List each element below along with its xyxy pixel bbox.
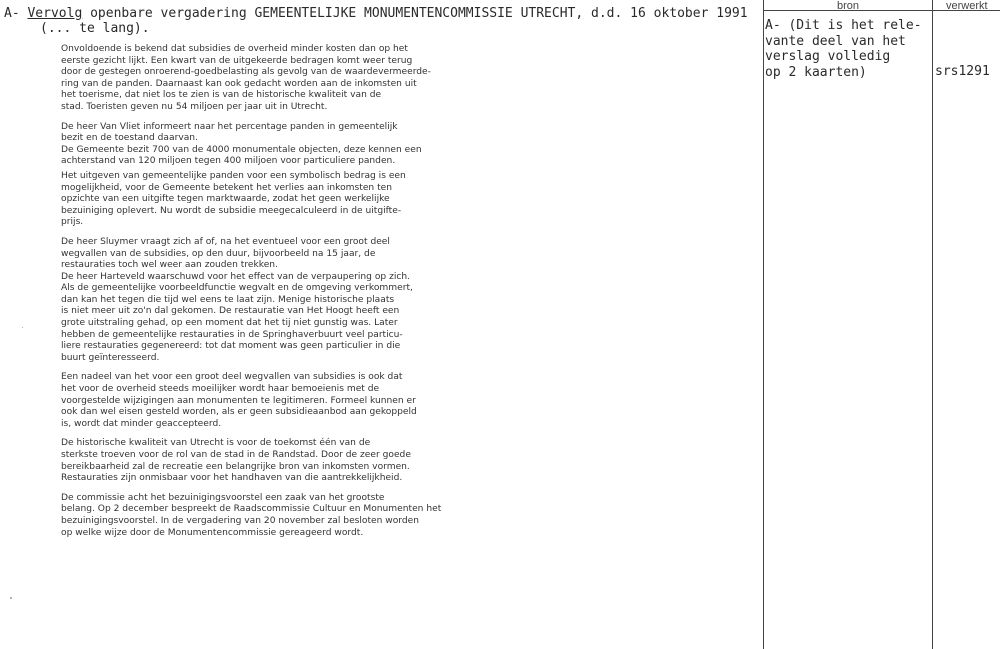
- paragraph-sluymer-harteveld: De heer Sluymer vraagt zich af of, na het eventueel voor een groot deel wegvallen van de subsidies, op den duur, bijvoorbeeld na 15 jaar, de restauraties toch wel weer aan zouden trekken. De heer Harteveld waarschuwd voor het effect van de verpaupering op zich. Als de gemeentelijke voorbeeldfunctie wegvalt en de omgeving verkommert, dan kan het tegen die tijd wel eens te laat zijn. Menige historische plaats is niet meer uit zo'n dal gekomen. De restauratie van Het Hoogt heeft een grote uitstraling gehad, op een moment dat het tij niet gunstig was. Later hebben de gemeentelijke restauraties in de Springhaverbuurt veel particu- liere restauraties gegenereerd: tot dat moment was geen particulier in die buurt geïnteresseerd.: [61, 236, 413, 363]
- bron-note: A- (Dit is het rele- vante deel van het verslag volledig op 2 kaarten): [765, 18, 922, 80]
- bron-column-label: bron: [837, 0, 860, 12]
- paragraph-nadeel: Een nadeel van het voor een groot deel wegvallen van subsidies is ook dat het voor de overheid steeds moeilijker wordt haar bemoeienis met de voorgestelde wijzigingen aan monumenten te legitimeren. Formeel kunnen er ook dan wel eisen gesteld worden, als er geen subsidieaanbod aan gekoppeld is, wordt dat minder geaccepteerd.: [61, 372, 417, 429]
- paper-speck: [10, 597, 12, 599]
- header-vervolg: Vervolg: [27, 6, 83, 21]
- header-prefix: A-: [4, 6, 20, 21]
- header-note: (... te lang).: [40, 21, 150, 36]
- paragraph-commissie: De commissie acht het bezuinigingsvoorstel een zaak van het grootste belang. Op 2 december bespreekt de Raadscommissie Cultuur en Monumenten het bezuinigingsvoorstel. In de vergadering van 20 november zal besloten worden op welke wijze door de Monumentencommissie gereageerd wordt.: [61, 492, 442, 538]
- paragraph-uitgifte: Het uitgeven van gemeentelijke panden voor een symbolisch bedrag is een mogelijkheid, voor de Gemeente betekent het verlies aan inkomsten ten opzichte van een uitgifte tegen marktwaarde, zodat het geen werkelijke bezuiniging oplevert. Nu wordt de subsidie meegecalculeerd in de uitgifte- prijs.: [61, 170, 406, 228]
- header-line: [4, 6, 748, 21]
- verwerkt-code: srs1291: [935, 64, 990, 79]
- header-title: openbare vergadering GEMEENTELIJKE MONUMENTENCOMMISSIE UTRECHT, d.d. 16 oktober 1991: [90, 6, 748, 21]
- paper-speck: [22, 327, 23, 328]
- paragraph-historische-kwaliteit: De historische kwaliteit van Utrecht is voor de toekomst één van de sterkste troeven voor de rol van de stad in de Randstad. Door de zeer goede bereikbaarheid zal de recreatie een belangrijke bron van inkomsten vormen. Restauraties zijn onmisbaar voor het handhaven van die aantrekkelijkheid.: [61, 438, 411, 484]
- column-divider-right: [932, 0, 933, 649]
- paragraph-subsidies: Onvoldoende is bekend dat subsidies de overheid minder kosten dan op het eerste gezicht lijkt. Een kwart van de uitgekeerde bedragen komt weer terug door de gestegen onroerend-goedbelasting als gevolg van de waardevermeerde- ring van de panden. Daarnaast kan ook gedacht worden aan de inkomsten uit het toerisme, dat niet los te zien is van de historische kwaliteit van de stad. Toeristen geven nu 54 miljoen per jaar uit in Utrecht.: [61, 44, 431, 112]
- verwerkt-column-label: verwerkt: [946, 0, 988, 12]
- paragraph-van-vliet: De heer Van Vliet informeert naar het percentage panden in gemeentelijk bezit en de toestand daarvan. De Gemeente bezit 700 van de 4000 monumentale objecten, deze kennen een achterstand van 120 miljoen tegen 400 miljoen voor particuliere panden.: [61, 121, 422, 167]
- column-divider-left: [763, 0, 764, 649]
- meeting-minutes: [61, 44, 461, 547]
